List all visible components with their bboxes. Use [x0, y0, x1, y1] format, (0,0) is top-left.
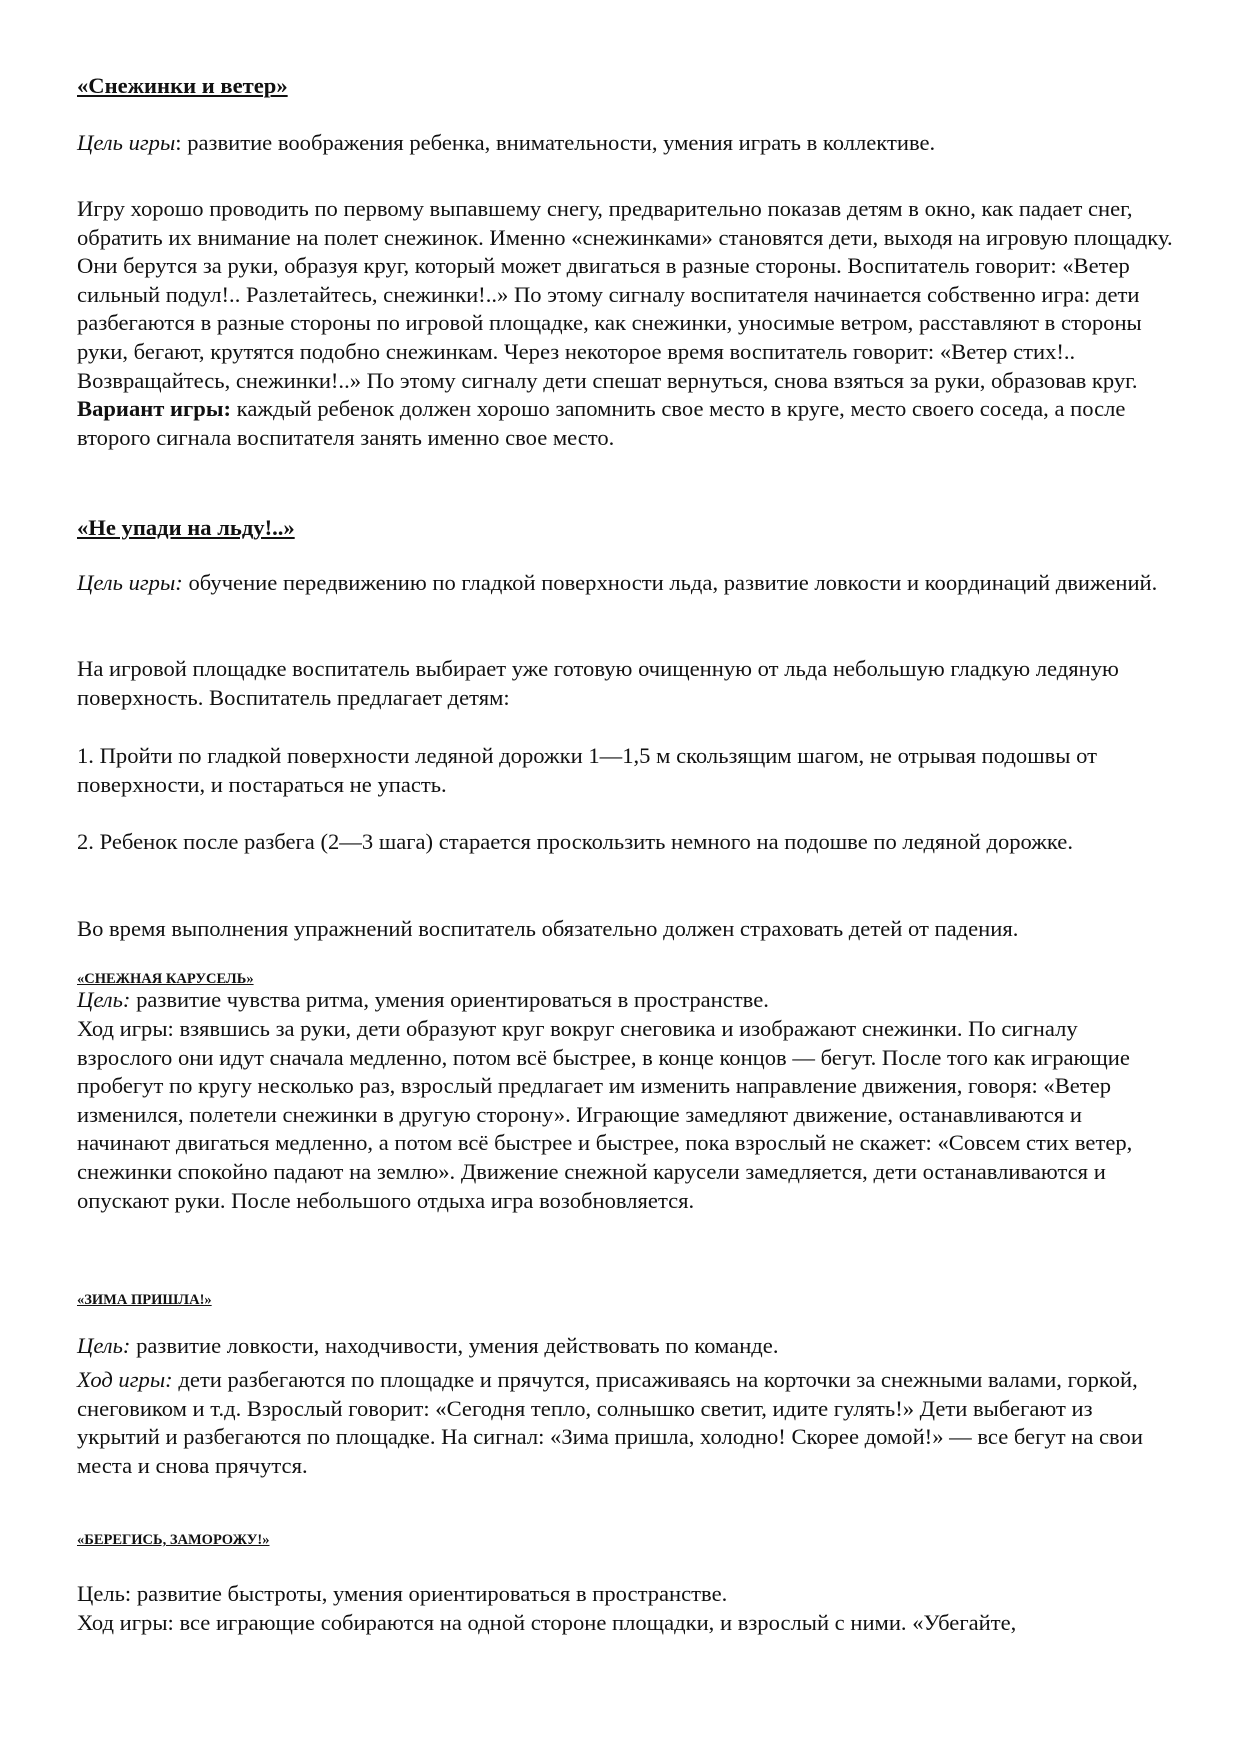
- game3-goal-text: развитие чувства ритма, умения ориентироваться в пространстве.: [130, 987, 769, 1012]
- game5-goal: Цель: развитие быстроты, умения ориентироваться в пространстве.: [77, 1581, 728, 1606]
- game4-course-label: Ход игры:: [77, 1367, 173, 1392]
- game4-goal-label: Цель:: [77, 1333, 131, 1358]
- game4-title: «ЗИМА ПРИШЛА!»: [77, 1292, 212, 1308]
- game2-intro: На игровой площадке воспитатель выбирает уже готовую очищенную от льда небольшую гладкую ледяную поверхность. Воспитатель предлагает детям:: [77, 656, 1119, 710]
- game3-goal-label: Цель:: [77, 987, 131, 1012]
- game3-goal: [77, 986, 1177, 1015]
- game2-goal-text: обучение передвижению по гладкой поверхности льда, развитие ловкости и координаций движений.: [182, 570, 1158, 595]
- game5-course: Ход игры: все играющие собираются на одной стороне площадки, и взрослый с ними. «Убегайте,: [77, 1610, 1017, 1635]
- game1-variant-label: Вариант игры:: [77, 396, 232, 422]
- game1-description-text: Игру хорошо проводить по первому выпавшему снегу, предварительно показав детям в окно, как падает снег, обратить их внимание на полет снежинок. Именно «снежинками» становятся дети, выходя на игровую площадку. Они берутся за руки, образуя круг, который может двигаться в разные стороны. Воспитатель говорит: «Ветер сильный подул!.. Разлетайтесь, снежинки!..» По этому сигналу воспитателя начинается собственно игра: дети разбегаются в разные стороны по игровой площадке, как снежинки, уносимые ветром, расставляют в стороны руки, бегают, крутятся подобно снежинкам. Через некоторое время воспитатель говорит: «Ветер стих!.. Возвращайтесь, снежинки!..» По этому сигналу дети спешат вернуться, снова взяться за руки, образовав круг.: [77, 196, 1173, 393]
- game1-title: «Снежинки и ветер»: [77, 73, 288, 98]
- game3-title: «СНЕЖНАЯ КАРУСЕЛЬ»: [77, 971, 254, 987]
- game1-description: [77, 195, 1177, 452]
- game1-variant-text: каждый ребенок должен хорошо запомнить свое место в круге, место своего соседа, а после второго сигнала воспитателя занять именно свое место.: [77, 396, 1126, 450]
- game2-goal: [77, 569, 1177, 598]
- game2-step2: 2. Ребенок после разбега (2—3 шага) старается проскользить немного на подошве по ледяной дорожке.: [77, 829, 1073, 854]
- game4-course: [77, 1366, 1177, 1480]
- game2-note: Во время выполнения упражнений воспитатель обязательно должен страховать детей от падения.: [77, 916, 1019, 941]
- game2-goal-label: Цель игры:: [77, 570, 183, 595]
- game1-goal: [77, 129, 1177, 158]
- game4-goal: [77, 1332, 1177, 1361]
- game2-title: «Не упади на льду!..»: [77, 515, 295, 540]
- game4-course-text: дети разбегаются по площадке и прячутся, присаживаясь на корточки за снежными валами, горкой, снеговиком и т.д. Взрослый говорит: «Сегодня тепло, солнышко светит, идите гулять!» Дети выбегают из укрытий и разбегаются по площадке. На сигнал: «Зима пришла, холодно! Скорее домой!» — все бегут на свои места и снова прячутся.: [77, 1367, 1143, 1478]
- game2-step1: 1. Пройти по гладкой поверхности ледяной дорожки 1—1,5 м скользящим шагом, не отрывая подошвы от поверхности, и постараться не упасть.: [77, 743, 1097, 797]
- game1-goal-text: : развитие воображения ребенка, внимательности, умения играть в коллективе.: [175, 130, 936, 155]
- game3-course: Ход игры: взявшись за руки, дети образуют круг вокруг снеговика и изображают снежинки. По сигналу взрослого они идут сначала медленно, потом всё быстрее, в конце концов — бегут. После того как играющие пробегут по кругу несколько раз, взрослый предлагает им изменить направление движения, говоря: «Ветер изменился, полетели снежинки в другую сторону». Играющие замедляют движение, останавливаются и начинают двигаться медленно, а потом всё быстрее и быстрее, пока взрослый не скажет: «Совсем стих ветер, снежинки спокойно падают на землю». Движение снежной карусели замедляется, дети останавливаются и опускают руки. После небольшого отдыха игра возобновляется.: [77, 1016, 1133, 1213]
- game4-goal-text: развитие ловкости, находчивости, умения действовать по команде.: [130, 1333, 779, 1358]
- game5-title: «БЕРЕГИСЬ, ЗАМОРОЖУ!»: [77, 1532, 270, 1548]
- game1-goal-label: Цель игры: [77, 130, 176, 155]
